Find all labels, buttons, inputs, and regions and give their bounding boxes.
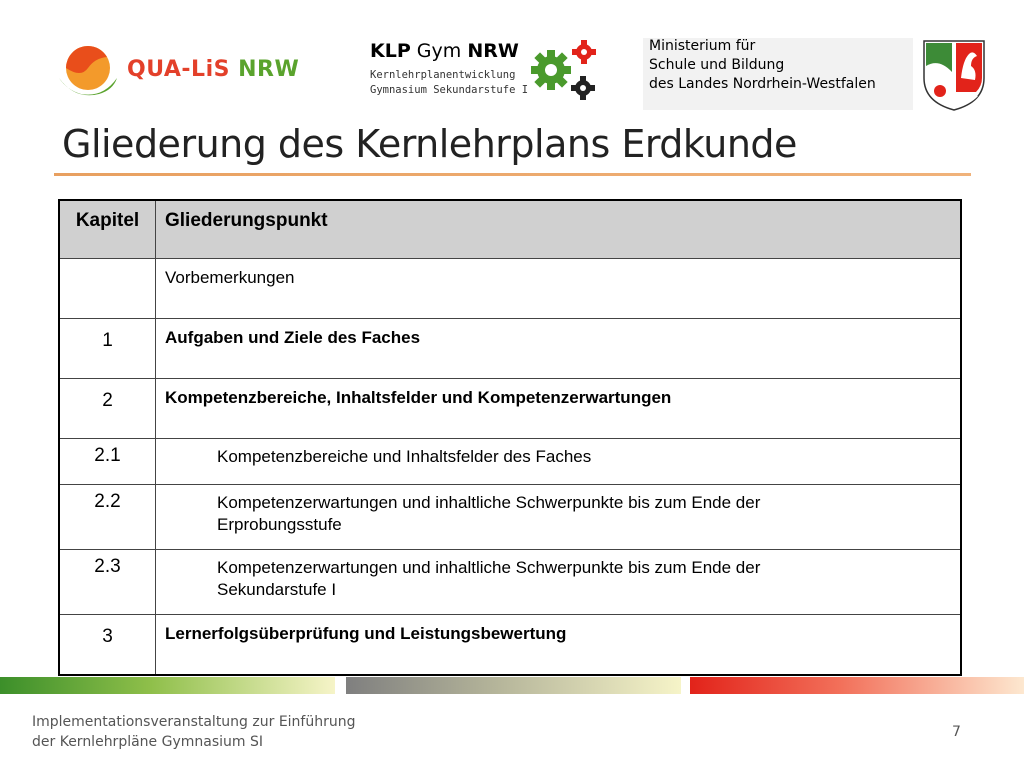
table-row [59, 615, 961, 676]
row-kapitel [59, 259, 156, 319]
table-row [59, 259, 961, 319]
row-kapitel: 2.2 [59, 485, 156, 550]
footer-caption-line-1: Implementationsveranstaltung zur Einführung [32, 714, 356, 730]
ministry-logo [643, 38, 993, 110]
table-row [59, 485, 961, 550]
table-header-row [59, 200, 961, 259]
row-gliederungspunkt [156, 550, 962, 615]
header-kapitel: Kapitel [59, 200, 156, 259]
table-row [59, 319, 961, 379]
header-gliederungspunkt: Gliederungspunkt [156, 200, 962, 259]
row-gliederungspunkt: Lernerfolgsüberprüfung und Leistungsbewertung [156, 615, 962, 676]
qualis-emblem-icon [55, 38, 121, 104]
table-row [59, 550, 961, 615]
nrw-crest-icon [921, 38, 987, 112]
gears-icon [525, 38, 600, 104]
row-gliederungspunkt: Kompetenzbereiche, Inhaltsfelder und Kompetenzerwartungen [156, 379, 962, 439]
page-number: 7 [952, 724, 961, 740]
footer-bar-gray [346, 677, 681, 694]
page-title: Gliederung des Kernlehrplans Erdkunde [62, 122, 797, 166]
table-row [59, 439, 961, 485]
footer-bar-green [0, 677, 335, 694]
row-kapitel: 2.3 [59, 550, 156, 615]
row-gliederungspunkt: Vorbemerkungen [156, 259, 962, 319]
klp-subtitle-2: Gymnasium Sekundarstufe I [370, 84, 529, 96]
row-gliederungspunkt-line-2: Sekundarstufe I [217, 580, 337, 599]
qualis-logo [55, 38, 305, 104]
structure-table [58, 199, 962, 676]
klp-logo [370, 38, 610, 104]
qualis-wordmark: QUA-LiS NRW [127, 57, 300, 82]
row-gliederungspunkt: Kompetenzbereiche und Inhaltsfelder des Faches [156, 439, 962, 485]
row-gliederungspunkt [156, 485, 962, 550]
ministry-line-2: Schule und Bildung [649, 57, 785, 73]
ministry-line-1: Ministerium für [649, 38, 756, 54]
row-gliederungspunkt-line-1: Kompetenzerwartungen und inhaltliche Schwerpunkte bis zum Ende der [217, 558, 761, 577]
row-gliederungspunkt: Aufgaben und Ziele des Faches [156, 319, 962, 379]
ministry-line-3: des Landes Nordrhein-Westfalen [649, 76, 876, 92]
footer-caption [32, 712, 356, 752]
row-kapitel: 3 [59, 615, 156, 676]
klp-subtitle-1: Kernlehrplanentwicklung [370, 69, 516, 81]
klp-title: KLP Gym NRW [370, 40, 519, 62]
row-kapitel: 1 [59, 319, 156, 379]
row-gliederungspunkt-line-2: Erprobungsstufe [217, 515, 342, 534]
footer-bar-red [690, 677, 1024, 694]
title-underline [54, 173, 971, 176]
row-gliederungspunkt-line-1: Kompetenzerwartungen und inhaltliche Schwerpunkte bis zum Ende der [217, 493, 761, 512]
table-row [59, 379, 961, 439]
row-kapitel: 2 [59, 379, 156, 439]
row-kapitel: 2.1 [59, 439, 156, 485]
footer-caption-line-2: der Kernlehrpläne Gymnasium SI [32, 734, 263, 750]
